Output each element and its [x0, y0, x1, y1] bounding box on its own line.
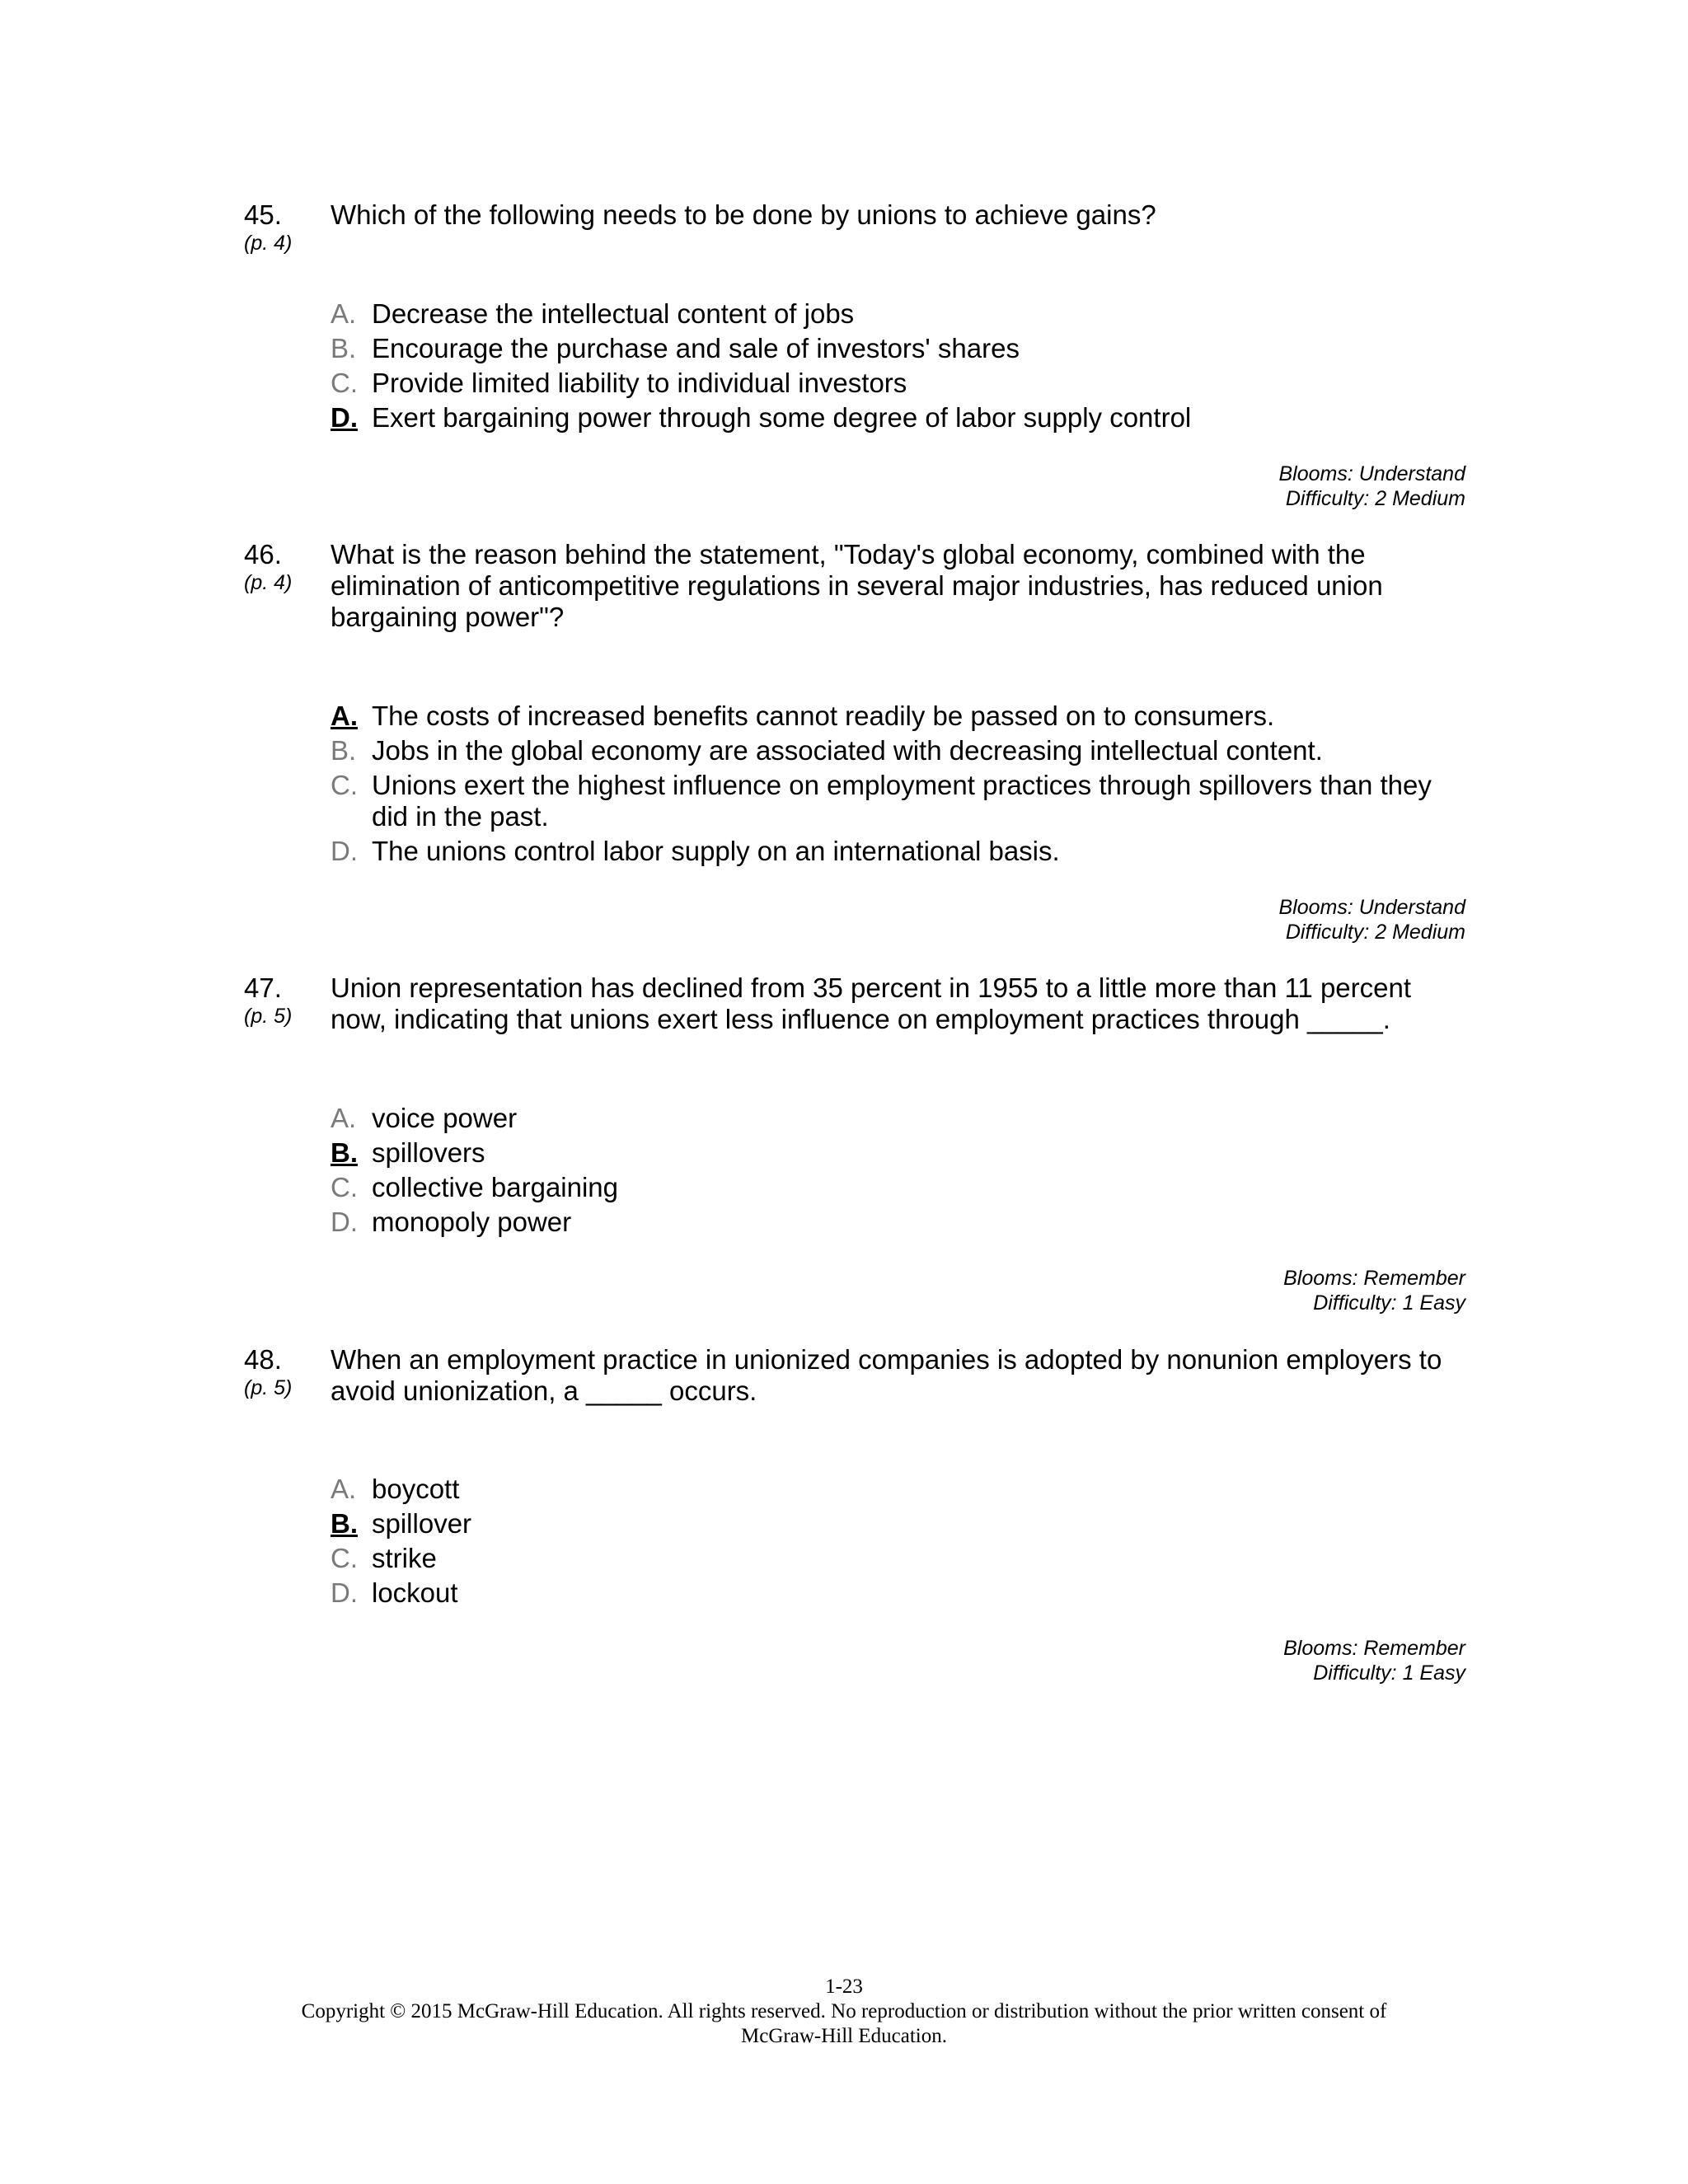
difficulty-level: Difficulty: 2 Medium	[1285, 487, 1465, 510]
answer-option	[331, 836, 1468, 867]
option-letter: C.	[331, 368, 358, 398]
correct-answer-letter: B.	[331, 1508, 358, 1539]
question-number: 47.	[244, 972, 282, 1003]
option-text: spillovers	[372, 1137, 485, 1168]
answer-option	[331, 1508, 1468, 1540]
blooms-level: Blooms: Remember	[1283, 1637, 1465, 1660]
option-letter: B.	[331, 735, 357, 766]
answer-option	[331, 735, 1468, 766]
question-meta-46	[1278, 895, 1465, 944]
question-meta-48	[1283, 1636, 1465, 1685]
answer-option	[331, 770, 1468, 832]
question-text: Union representation has declined from 35 percent in 1955 to a little more than 11 percent now, indicating that unions exert less influence on employment practices through _____.	[331, 972, 1412, 1034]
option-text: strike	[372, 1543, 437, 1573]
difficulty-level: Difficulty: 1 Easy	[1313, 1291, 1465, 1315]
blooms-level: Blooms: Remember	[1283, 1267, 1465, 1290]
question-meta-47	[1283, 1266, 1465, 1315]
question-number: 48.	[244, 1344, 282, 1375]
difficulty-level: Difficulty: 2 Medium	[1285, 921, 1465, 944]
answer-option	[331, 333, 1468, 364]
option-letter: C.	[331, 1543, 358, 1573]
correct-answer-letter: B.	[331, 1137, 358, 1168]
page-reference: (p. 4)	[244, 232, 293, 255]
answer-option	[331, 1172, 1468, 1203]
options-list-47	[331, 1103, 1468, 1241]
option-text: Decrease the intellectual content of jobs	[372, 298, 855, 329]
answer-option	[331, 298, 1468, 330]
option-text: boycott	[372, 1474, 460, 1504]
option-text: monopoly power	[372, 1207, 572, 1237]
option-text: lockout	[372, 1577, 458, 1608]
page-reference: (p. 4)	[244, 571, 293, 594]
option-letter: A.	[331, 298, 357, 329]
option-text: Provide limited liability to individual investors	[372, 368, 907, 398]
answer-option	[331, 1103, 1468, 1134]
question-number: 45.	[244, 199, 282, 230]
option-text: Exert bargaining power through some degree of labor supply control	[372, 402, 1192, 433]
option-text: Encourage the purchase and sale of investors' shares	[372, 333, 1020, 363]
options-list-45	[331, 298, 1468, 437]
answer-option	[331, 1577, 1468, 1609]
page-reference: (p. 5)	[244, 1376, 293, 1399]
blooms-level: Blooms: Understand	[1278, 896, 1465, 919]
answer-option	[331, 1474, 1468, 1505]
answer-option	[331, 1137, 1468, 1169]
answer-option	[331, 1543, 1468, 1574]
page-footer	[0, 1975, 1688, 2049]
option-text: The costs of increased benefits cannot readily be passed on to consumers.	[372, 701, 1275, 731]
option-letter: B.	[331, 333, 357, 363]
question-number: 46.	[244, 539, 282, 569]
option-letter: D.	[331, 836, 358, 866]
option-text: voice power	[372, 1103, 518, 1133]
option-text: collective bargaining	[372, 1172, 619, 1202]
options-list-46	[331, 701, 1468, 870]
correct-answer-letter: A.	[331, 701, 358, 731]
page-number: 1-23	[825, 1975, 863, 1998]
copyright-line-2: McGraw-Hill Education.	[741, 2025, 947, 2047]
option-letter: C.	[331, 1172, 358, 1202]
answer-option	[331, 368, 1468, 399]
answer-option	[331, 701, 1468, 732]
question-text: When an employment practice in unionized companies is adopted by nonunion employers to avoid unionization, a _____ occurs.	[331, 1344, 1442, 1406]
blooms-level: Blooms: Understand	[1278, 462, 1465, 485]
page-reference: (p. 5)	[244, 1005, 293, 1028]
correct-answer-letter: D.	[331, 402, 358, 433]
difficulty-level: Difficulty: 1 Easy	[1313, 1661, 1465, 1685]
answer-option	[331, 1207, 1468, 1238]
option-text: The unions control labor supply on an international basis.	[372, 836, 1060, 866]
copyright-line-1: Copyright © 2015 McGraw-Hill Education. All rights reserved. No reproduction or distribution without the prior written consent of	[301, 2000, 1387, 2022]
option-letter: A.	[331, 1103, 357, 1133]
option-text: Unions exert the highest influence on employment practices through spillovers than they did in the past.	[372, 770, 1432, 832]
question-meta-45	[1278, 462, 1465, 511]
question-text: What is the reason behind the statement, "Today's global economy, combined with the elimination of anticompetitive regulations in several major industries, has reduced union bargaining power"?	[331, 539, 1383, 632]
option-letter: D.	[331, 1207, 358, 1237]
option-letter: C.	[331, 770, 358, 800]
answer-option	[331, 402, 1468, 434]
options-list-48	[331, 1474, 1468, 1612]
option-text: Jobs in the global economy are associated with decreasing intellectual content.	[372, 735, 1323, 766]
option-text: spillover	[372, 1508, 472, 1539]
option-letter: D.	[331, 1577, 358, 1608]
question-text: Which of the following needs to be done by unions to achieve gains?	[331, 199, 1156, 230]
option-letter: A.	[331, 1474, 357, 1504]
